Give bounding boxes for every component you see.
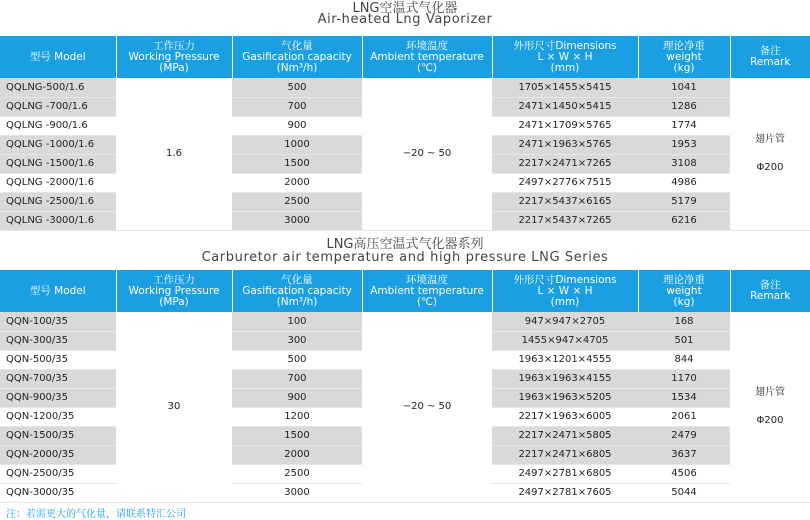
weight-cell: 1041 — [638, 78, 730, 97]
model-cell: QQLNG -900/1.6 — [0, 116, 116, 135]
dimensions-cell: 2217×1963×6005 — [492, 407, 638, 426]
model-cell: QQLNG -2000/1.6 — [0, 173, 116, 192]
table-row — [0, 78, 810, 97]
remark-line-1: 翅片管 — [755, 386, 785, 398]
remark-cell — [730, 78, 810, 230]
dimensions-cell: 947×947×2705 — [492, 312, 638, 331]
capacity-cell: 1000 — [232, 135, 362, 154]
header-temperature: 环境温度 Ambient temperature (℃) — [362, 270, 492, 312]
weight-cell: 1286 — [638, 97, 730, 116]
dimensions-cell: 2471×1450×5415 — [492, 97, 638, 116]
header-dimensions: 外形尺寸Dimensions L × W × H (mm) — [492, 36, 638, 78]
weight-cell: 4506 — [638, 464, 730, 483]
model-cell: QQN-500/35 — [0, 350, 116, 369]
capacity-cell: 1500 — [232, 154, 362, 173]
capacity-cell: 2000 — [232, 445, 362, 464]
capacity-cell: 500 — [232, 78, 362, 97]
table-row — [0, 312, 810, 331]
dimensions-cell: 1963×1963×4155 — [492, 369, 638, 388]
high-pressure-vaporizer-table — [0, 270, 810, 503]
model-cell: QQLNG -3000/1.6 — [0, 211, 116, 230]
capacity-cell: 2500 — [232, 192, 362, 211]
weight-cell: 3108 — [638, 154, 730, 173]
dimensions-cell: 1705×1455×5415 — [492, 78, 638, 97]
header-remark: 备注 Remark — [730, 270, 810, 312]
weight-cell: 1534 — [638, 388, 730, 407]
model-cell: QQN-700/35 — [0, 369, 116, 388]
capacity-cell: 300 — [232, 331, 362, 350]
pressure-cell: 1.6 — [116, 78, 232, 230]
weight-cell: 2479 — [638, 426, 730, 445]
header-pressure: 工作压力 Working Pressure (MPa) — [116, 270, 232, 312]
dimensions-cell: 1963×1201×4555 — [492, 350, 638, 369]
weight-cell: 5179 — [638, 192, 730, 211]
model-cell: QQN-1200/35 — [0, 407, 116, 426]
capacity-cell: 3000 — [232, 211, 362, 230]
dimensions-cell: 2471×1963×5765 — [492, 135, 638, 154]
capacity-cell: 2000 — [232, 173, 362, 192]
weight-cell: 5044 — [638, 483, 730, 502]
dimensions-cell: 2217×2471×6805 — [492, 445, 638, 464]
weight-cell: 4986 — [638, 173, 730, 192]
weight-cell: 168 — [638, 312, 730, 331]
header-model: 型号 Model — [0, 270, 116, 312]
footnote: 注：若需更大的气化量，请联系特汇公司 — [6, 509, 186, 520]
dimensions-cell: 2497×2776×7515 — [492, 173, 638, 192]
remark-line-1: 翅片管 — [755, 133, 785, 145]
weight-cell: 1774 — [638, 116, 730, 135]
model-cell: QQN-3000/35 — [0, 483, 116, 502]
remark-line-2: Φ200 — [756, 161, 784, 173]
weight-cell: 1953 — [638, 135, 730, 154]
model-cell: QQN-2500/35 — [0, 464, 116, 483]
model-cell: QQN-100/35 — [0, 312, 116, 331]
pressure-cell: 30 — [116, 312, 232, 502]
header-pressure: 工作压力 Working Pressure (MPa) — [116, 36, 232, 78]
capacity-cell: 100 — [232, 312, 362, 331]
header-remark: 备注 Remark — [730, 36, 810, 78]
weight-cell: 2061 — [638, 407, 730, 426]
weight-cell: 3637 — [638, 445, 730, 464]
header-capacity: 气化量 Gasification capacity (Nm³/h) — [232, 270, 362, 312]
dimensions-cell: 2217×2471×5805 — [492, 426, 638, 445]
header-dimensions: 外形尺寸Dimensions L × W × H (mm) — [492, 270, 638, 312]
header-weight: 理论净重 weight (kg) — [638, 270, 730, 312]
header-weight: 理论净重 weight (kg) — [638, 36, 730, 78]
capacity-cell: 1500 — [232, 426, 362, 445]
weight-cell: 1170 — [638, 369, 730, 388]
table2-title-cn: LNG高压空温式气化器系列 — [326, 237, 484, 252]
header-capacity: 气化量 Gasification capacity (Nm³/h) — [232, 36, 362, 78]
model-cell: QQN-2000/35 — [0, 445, 116, 464]
model-cell: QQLNG -2500/1.6 — [0, 192, 116, 211]
model-cell: QQN-300/35 — [0, 331, 116, 350]
dimensions-cell: 1455×947×4705 — [492, 331, 638, 350]
capacity-cell: 2500 — [232, 464, 362, 483]
table2-title-en: Carburetor air temperature and high pressure LNG Series — [201, 250, 609, 265]
model-cell: QQLNG -1500/1.6 — [0, 154, 116, 173]
remark-line-2: Φ200 — [756, 414, 784, 426]
model-cell: QQN-1500/35 — [0, 426, 116, 445]
header-temperature: 环境温度 Ambient temperature (℃) — [362, 36, 492, 78]
temperature-cell: −20 ~ 50 — [362, 312, 492, 502]
capacity-cell: 1200 — [232, 407, 362, 426]
weight-cell: 6216 — [638, 211, 730, 230]
model-cell: QQLNG-500/1.6 — [0, 78, 116, 97]
air-heated-vaporizer-table — [0, 36, 810, 231]
capacity-cell: 700 — [232, 97, 362, 116]
capacity-cell: 500 — [232, 350, 362, 369]
dimensions-cell: 2497×2781×6805 — [492, 464, 638, 483]
model-cell: QQLNG -700/1.6 — [0, 97, 116, 116]
capacity-cell: 3000 — [232, 483, 362, 502]
dimensions-cell: 2497×2781×7605 — [492, 483, 638, 502]
table1-header-row — [0, 36, 810, 78]
dimensions-cell: 2471×1709×5765 — [492, 116, 638, 135]
header-model: 型号 Model — [0, 36, 116, 78]
table1-title-cn: LNG空温式气化器 — [352, 1, 458, 16]
dimensions-cell: 2217×5437×6165 — [492, 192, 638, 211]
capacity-cell: 900 — [232, 116, 362, 135]
weight-cell: 501 — [638, 331, 730, 350]
remark-cell — [730, 312, 810, 502]
capacity-cell: 900 — [232, 388, 362, 407]
model-cell: QQN-900/35 — [0, 388, 116, 407]
temperature-cell: −20 ~ 50 — [362, 78, 492, 230]
table2-header-row — [0, 270, 810, 312]
dimensions-cell: 2217×2471×7265 — [492, 154, 638, 173]
dimensions-cell: 2217×5437×7265 — [492, 211, 638, 230]
weight-cell: 844 — [638, 350, 730, 369]
capacity-cell: 700 — [232, 369, 362, 388]
dimensions-cell: 1963×1963×5205 — [492, 388, 638, 407]
table1-title-en: Air-heated Lng Vaporizer — [317, 12, 493, 27]
model-cell: QQLNG -1000/1.6 — [0, 135, 116, 154]
